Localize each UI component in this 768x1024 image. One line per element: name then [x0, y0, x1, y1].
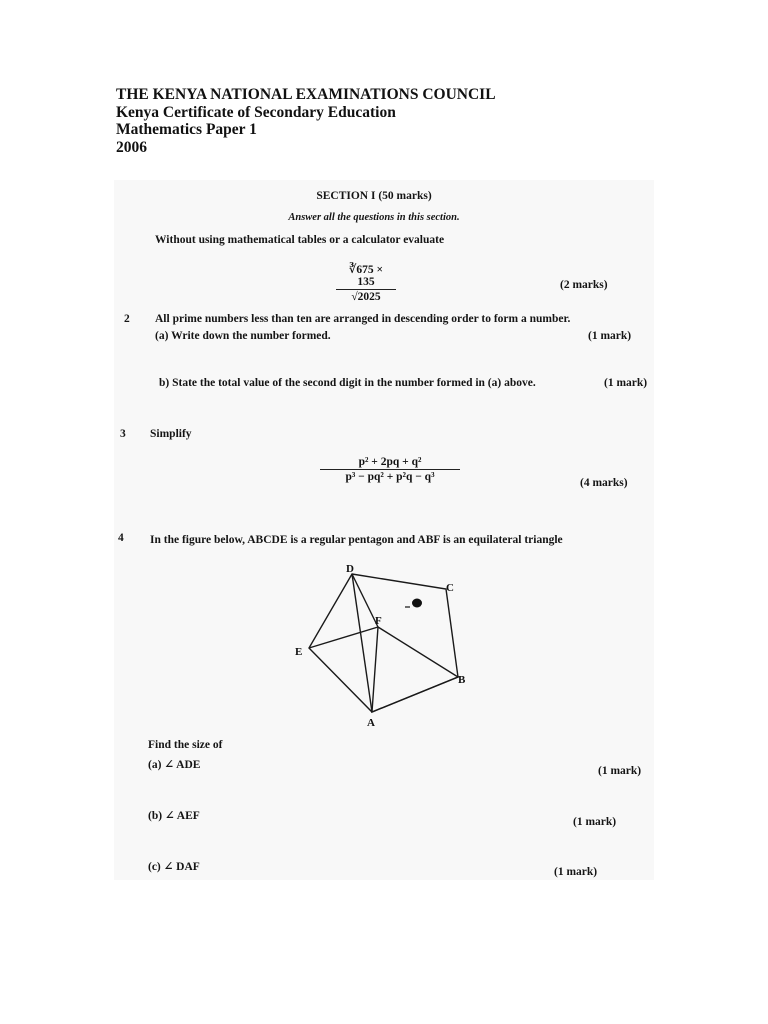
paper-name: Mathematics Paper 1	[116, 121, 257, 138]
label-e: E	[295, 646, 303, 658]
q3-text: Simplify	[150, 428, 192, 440]
q3-marks: (4 marks)	[580, 477, 628, 489]
section-title: SECTION I (50 marks)	[316, 190, 432, 202]
q2-part-a: (a) Write down the number formed.	[155, 330, 331, 342]
label-a: A	[367, 717, 375, 729]
section-instruction: Answer all the questions in this section.	[288, 212, 460, 223]
q2-part-b: b) State the total value of the second digit in the number formed in (a) above.	[159, 377, 536, 389]
q4-part-a-marks: (1 mark)	[598, 765, 642, 777]
label-c: C	[446, 582, 454, 594]
q2-number: 2	[124, 313, 130, 325]
q4-part-a: (a) ∠ ADE	[148, 759, 201, 771]
q2-part-b-marks: (1 mark)	[604, 377, 648, 389]
q4-part-c-marks: (1 mark)	[554, 866, 598, 878]
q1-marks: (2 marks)	[560, 279, 608, 291]
label-f: F	[375, 615, 382, 627]
q3-number: 3	[120, 428, 126, 440]
q4-part-b: (b) ∠ AEF	[148, 810, 200, 822]
q4-part-b-marks: (1 mark)	[573, 816, 617, 828]
figure-lines	[309, 574, 458, 712]
q1-numerator: ∛675 × 135	[336, 262, 396, 290]
q1-text: Without using mathematical tables or a calculator evaluate	[155, 234, 445, 246]
triangle-abf	[372, 627, 458, 712]
council-name: THE KENYA NATIONAL EXAMINATIONS COUNCIL	[116, 86, 496, 103]
label-d: D	[346, 563, 354, 575]
q4-part-c: (c) ∠ DAF	[148, 861, 200, 873]
q1-denominator: √2025	[351, 291, 381, 303]
q2-text: All prime numbers less than ten are arranged in descending order to form a number.	[155, 313, 571, 325]
q4-text: In the figure below, ABCDE is a regular pentagon and ABF is an equilateral triangle	[150, 534, 563, 546]
pentagon-abcde	[309, 574, 458, 712]
q4-find: Find the size of	[148, 739, 223, 751]
q3-numerator: p² + 2pq + q²	[320, 456, 460, 470]
ink-blot	[412, 599, 422, 608]
q2-part-a-marks: (1 mark)	[588, 330, 632, 342]
q4-number: 4	[118, 532, 124, 544]
exam-year: 2006	[116, 138, 147, 156]
certificate-name: Kenya Certificate of Secondary Education	[116, 103, 396, 121]
label-b: B	[458, 674, 466, 686]
q3-denominator: p³ − pq² + p²q − q³	[345, 471, 435, 483]
